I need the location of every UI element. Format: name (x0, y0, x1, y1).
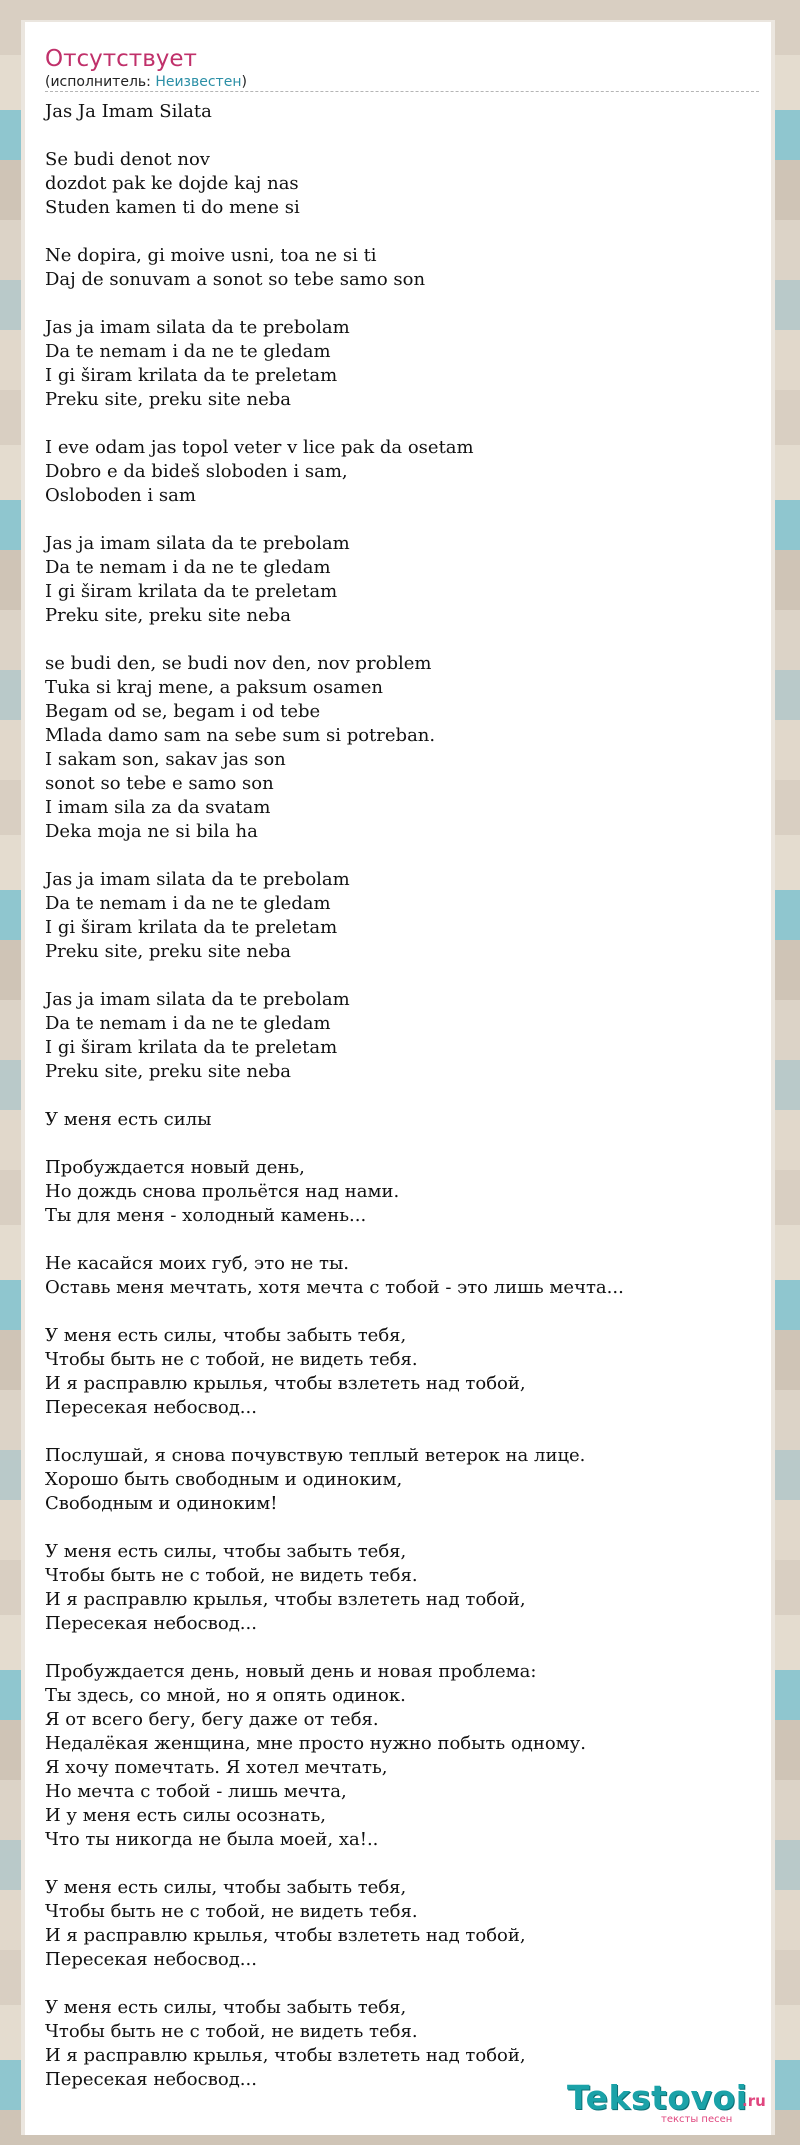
lyric-line: Но дождь снова прольётся над нами. (45, 1181, 400, 1202)
site-logo[interactable] (567, 2078, 772, 2126)
lyric-line: И я расправлю крылья, чтобы взлететь над тобой, (45, 1925, 526, 1946)
lyric-line: Preku site, preku site neba (45, 1061, 292, 1082)
lyric-line: Studen kamen ti do mene si (45, 197, 300, 218)
lyric-line: У меня есть силы, чтобы забыть тебя, (45, 1997, 407, 2018)
stanza-gap (45, 628, 759, 652)
lyric-line: Deka moja ne si bila ha (45, 821, 258, 842)
stanza-gap (45, 1228, 759, 1252)
stanza-gap (45, 292, 759, 316)
lyric-line: Чтобы быть не с тобой, не видеть тебя. (45, 1349, 418, 1370)
song-header (45, 44, 759, 92)
lyric-line: Не касайся моих губ, это не ты. (45, 1253, 350, 1274)
lyric-line: У меня есть силы, чтобы забыть тебя, (45, 1325, 407, 1346)
lyric-line: Пробуждается новый день, (45, 1157, 305, 1178)
song-title: Отсутствует (45, 46, 197, 72)
artist-prefix: (исполнитель: (45, 74, 156, 90)
lyric-line: Jas ja imam silata da te prebolam (45, 317, 350, 338)
lyric-line: dozdot pak ke dojde kaj nas (45, 173, 299, 194)
lyric-line: Osloboden i sam (45, 485, 196, 506)
lyric-line: se budi den, se budi nov den, nov problem (45, 653, 432, 674)
lyric-line: Я от всего бегу, бегу даже от тебя. (45, 1709, 379, 1730)
stanza-gap (45, 1084, 759, 1108)
artist-link[interactable]: Неизвестен (155, 74, 242, 90)
stanza-gap (45, 1972, 759, 1996)
stanza-gap (45, 508, 759, 532)
lyric-line: I gi širam krilata da te preletam (45, 581, 338, 602)
lyric-line: Пересекая небосвод... (45, 2069, 257, 2090)
stanza-gap (45, 124, 759, 148)
lyric-line: Пересекая небосвод... (45, 1613, 257, 1634)
lyric-line: Jas ja imam silata da te prebolam (45, 869, 350, 890)
lyric-line: I gi širam krilata da te preletam (45, 1037, 338, 1058)
logo-name: Tekstovoi (567, 2078, 748, 2117)
lyric-line: Чтобы быть не с тобой, не видеть тебя. (45, 2021, 418, 2042)
lyric-line: Se budi denot nov (45, 149, 210, 170)
stanza-gap (45, 1636, 759, 1660)
lyric-line: И я расправлю крылья, чтобы взлететь над тобой, (45, 1589, 526, 1610)
stanza-gap (45, 964, 759, 988)
lyric-line: Ne dopira, gi moive usni, toa ne si ti (45, 245, 377, 266)
lyric-line: Пересекая небосвод... (45, 1949, 257, 1970)
lyric-line: Чтобы быть не с тобой, не видеть тебя. (45, 1901, 418, 1922)
stanza-gap (45, 1516, 759, 1540)
lyric-line: Пересекая небосвод... (45, 1397, 257, 1418)
lyric-line: Недалёкая женщина, мне просто нужно побыть одному. (45, 1733, 586, 1754)
logo-tagline: тексты песен (661, 2114, 733, 2125)
stanza-gap (45, 844, 759, 868)
lyric-line: sonot so tebe e samo son (45, 773, 274, 794)
lyric-line: Послушай, я снова почувствую теплый ветерок на лице. (45, 1445, 586, 1466)
lyric-line: Свободным и одиноким! (45, 1493, 278, 1514)
lyric-line: I gi širam krilata da te preletam (45, 365, 338, 386)
lyric-line: Daj de sonuvam a sonot so tebe samo son (45, 269, 426, 290)
lyric-line: Пробуждается день, новый день и новая проблема: (45, 1661, 537, 1682)
lyric-line: У меня есть силы, чтобы забыть тебя, (45, 1877, 407, 1898)
lyric-line: Begam od se, begam i od tebe (45, 701, 321, 722)
lyric-line: Что ты никогда не была моей, ха!.. (45, 1829, 379, 1850)
lyric-line: Ты для меня - холодный камень... (45, 1205, 367, 1226)
lyric-line: I sakam son, sakav jas son (45, 749, 286, 770)
logo-tld: .ru (742, 2092, 766, 2110)
lyric-line: Но мечта с тобой - лишь мечта, (45, 1781, 347, 1802)
lyric-line: Ты здесь, со мной, но я опять одинок. (45, 1685, 406, 1706)
lyric-line: Preku site, preku site neba (45, 605, 292, 626)
lyric-line: Я хочу помечтать. Я хотел мечтать, (45, 1757, 388, 1778)
lyric-line: Tuka si kraj mene, a paksum osamen (45, 677, 383, 698)
lyric-line: I gi širam krilata da te preletam (45, 917, 338, 938)
lyric-line: Dobro e da bideš sloboden i sam, (45, 461, 348, 482)
artist-line (45, 73, 247, 91)
stanza-gap (45, 220, 759, 244)
lyric-line: И я расправлю крылья, чтобы взлететь над тобой, (45, 2045, 526, 2066)
lyric-line: Da te nemam i da ne te gledam (45, 893, 331, 914)
lyric-line: Da te nemam i da ne te gledam (45, 341, 331, 362)
lyric-line: Оставь меня мечтать, хотя мечта с тобой - это лишь мечта... (45, 1277, 624, 1298)
lyric-line: I eve odam jas topol veter v lice pak da osetam (45, 437, 474, 458)
lyric-line: Jas ja imam silata da te prebolam (45, 533, 350, 554)
artist-suffix: ) (241, 74, 247, 90)
lyric-line: У меня есть силы (45, 1109, 212, 1130)
stanza-gap (45, 1300, 759, 1324)
lyrics-page (21, 20, 775, 2135)
lyric-line: Jas Ja Imam Silata (45, 101, 212, 122)
lyric-line: Da te nemam i da ne te gledam (45, 1013, 331, 1034)
lyric-line: Чтобы быть не с тобой, не видеть тебя. (45, 1565, 418, 1586)
lyric-line: Preku site, preku site neba (45, 941, 292, 962)
stanza-gap (45, 1420, 759, 1444)
lyrics-text (45, 100, 759, 2092)
lyric-line: Mlada damo sam na sebe sum si potreban. (45, 725, 436, 746)
lyric-line: И я расправлю крылья, чтобы взлететь над тобой, (45, 1373, 526, 1394)
lyric-line: И у меня есть силы осознать, (45, 1805, 327, 1826)
stanza-gap (45, 1852, 759, 1876)
lyric-line: У меня есть силы, чтобы забыть тебя, (45, 1541, 407, 1562)
lyric-line: Jas ja imam silata da te prebolam (45, 989, 350, 1010)
stanza-gap (45, 412, 759, 436)
stanza-gap (45, 1132, 759, 1156)
lyric-line: Preku site, preku site neba (45, 389, 292, 410)
lyric-line: Хорошо быть свободным и одиноким, (45, 1469, 403, 1490)
lyric-line: Da te nemam i da ne te gledam (45, 557, 331, 578)
lyric-line: I imam sila za da svatam (45, 797, 271, 818)
